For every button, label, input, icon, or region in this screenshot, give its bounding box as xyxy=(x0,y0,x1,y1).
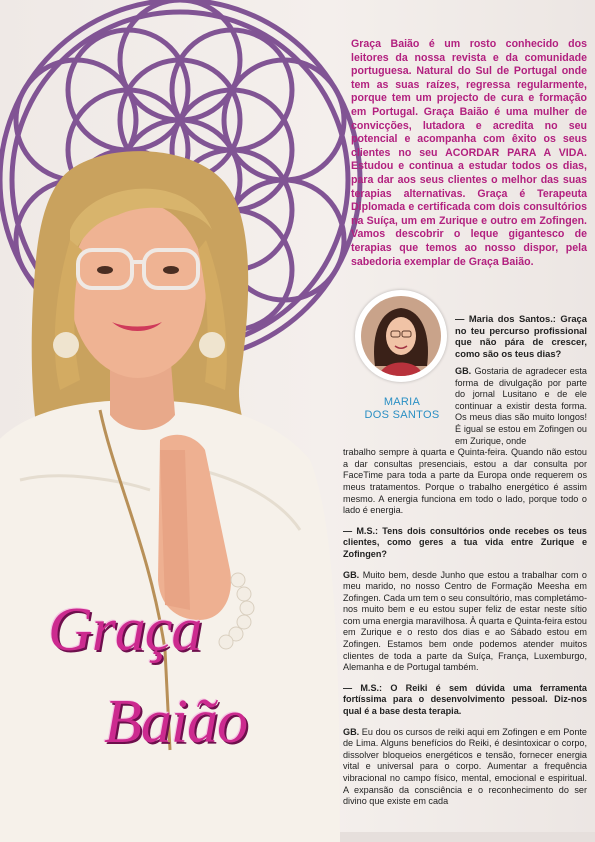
question-1: — Maria dos Santos.: Graça no teu percurso profissional que não pára de crescer, como são os teus dias? xyxy=(455,313,587,359)
interviewer-avatar xyxy=(361,296,441,376)
answer-2 xyxy=(343,570,587,674)
answer-3-lead: GB. xyxy=(343,726,360,737)
name-title xyxy=(48,596,348,800)
question-3: — M.S.: O Reiki é sem dúvida uma ferramenta fortíssima para o desenvolvimento pessoal. Diz-nos qual é a base desta terapia. xyxy=(343,682,587,717)
name-title-last: Baião xyxy=(104,688,248,756)
answer-1-lead: GB. xyxy=(455,366,472,376)
name-title-first: Graça xyxy=(48,596,202,664)
interviewer-name-line1: MARIA xyxy=(383,396,421,408)
question-2: — M.S.: Tens dois consultórios onde recebes os teus clientes, como geres a tua vida entre Zurique e Zofingen? xyxy=(343,525,587,559)
answer-3-text: Eu dou os cursos de reiki aqui em Zofingen e em Ponte de Lima. Alguns benefícios do Reiki, é desintoxicar o corpo, dissolver bloqueios energéticos e tensão, fornecer energia vital e universal para o corpo. Aumentar a frequência vibracional no campo físico, mental, emocional e espiritual. A expansão da consciência e o reconhecimento do ser divino que existe em cada xyxy=(343,726,587,807)
interview-column xyxy=(343,366,587,808)
answer-2-lead: GB. xyxy=(343,569,360,580)
answer-1-indented xyxy=(343,366,587,447)
interviewer-name-line2: DOS SANTOS xyxy=(364,409,440,421)
answer-1-continued: trabalho sempre à quarta e Quinta-feira. Quando não estou a dar consultas presenciais, estou a dar consulta por FaceTime para toda a parte da Europa onde requerem os meus tratamentos. Porque o trabalho energético é assim mesmo. A energia funciona em todo o lado, porque todo o lado é energia. xyxy=(343,447,587,516)
intro-paragraph: Graça Baião é um rosto conhecido dos leitores da nossa revista e da comunidade portuguesa. Natural do Sul de Portugal onde tem as suas raízes, regressa regularmente, porque tem um projecto de cura e formação em Portugal. Graça Baião é uma mulher de convicções, lutadora e acredita no seu potencial e acompanha com êxito os seus clientes no seu ACORDAR PARA A VIDA. Estudou e continua a estudar todos os dias, para dar aos seus clientes o melhor das suas terapias alternativas. Graça é Terapeuta Diplomada e certificada com dois consultórios na Suíça, um em Zurique e outro em Zofingen. Vamos descobrir o leque gigantesco de terapias que temos ao nosso dispor, pela sabedoria exemplar de Graça Baião. xyxy=(351,38,587,268)
answer-1-text-part1: Gostaria de agradecer esta forma de divulgação por parte do jornal Lusitano e de ele continuar a existir desta forma. Os meus dias são muito longos! É igual se estou em Zofingen ou em Zurique, onde xyxy=(455,366,587,446)
answer-2-text: Muito bem, desde Junho que estou a trabalhar com o meu marido, no nosso Centro de Formação Meesha em Zofingen. Cada um tem o seu consultório, mas completámo-nos muito bem e eu estou super feliz de estar neste sítio com uma energia maravilhosa. À quarta e Quinta-feira estou em Zurique e o resto dos dias e ao Sábado estou em Zofingen. Estamos bem onde podemos atender muitos clientes de toda a parte da Suíça, França, Luxemburgo, Alemanha e de Portugal também. xyxy=(343,569,587,673)
answer-3 xyxy=(343,727,587,808)
footer-strip xyxy=(340,832,595,842)
